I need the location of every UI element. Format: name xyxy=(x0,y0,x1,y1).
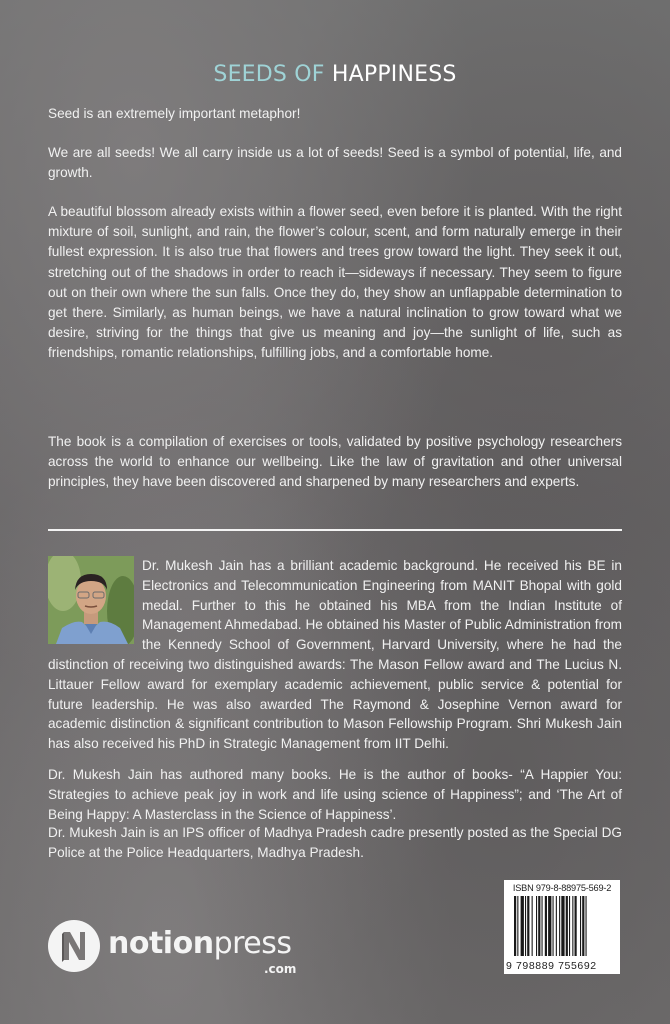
publisher-logo-icon xyxy=(48,920,100,972)
barcode-bar xyxy=(521,896,524,956)
section-divider xyxy=(48,529,622,531)
author-portrait-image xyxy=(48,556,134,644)
barcode-bar xyxy=(532,896,533,956)
publisher-name-light: press xyxy=(213,926,292,961)
barcode-bar xyxy=(575,896,577,956)
barcode-bar xyxy=(514,896,516,956)
barcode-digits: 9 798889 755692 xyxy=(506,960,597,972)
isbn-label: ISBN 979-8-88975-569-2 xyxy=(512,883,612,893)
barcode-bar xyxy=(561,896,564,956)
barcode-bar xyxy=(527,896,529,956)
blurb-paragraph-4: The book is a compilation of exercises or tools, validated by positive psychology researchers across the world to enhance our wellbeing. Like the law of gravitation and other universal principles, they have been discovered and sharpened by many researchers and experts. xyxy=(48,434,622,490)
barcode-bar xyxy=(566,896,568,956)
barcode-bar xyxy=(548,896,551,956)
barcode-bars xyxy=(512,896,612,962)
blurb-paragraph-3: A beautiful blossom already exists within a flower seed, even before it is planted. With the right mixture of soil, sunlight, and rain, the flower’s colour, scent, and form naturally emerge in their fullest expression. It is also true that flowers and trees grow toward the light. They seek it out, stretching out of the shadows in order to reach it—sideways if necessary. They seem to figure out on their own where the sun falls. Once they do, they show an unflappable determination to get there. Similarly, as human beings, we have a natural inclination to grow toward what we desire, striving for the things that give us meaning and joy—the sunlight of life, such as friendships, romantic relationships, fulfilling jobs, and a comfortable home. xyxy=(48,204,622,361)
barcode-bar xyxy=(556,896,557,956)
barcode-bar xyxy=(553,896,554,956)
barcode-bar xyxy=(536,896,537,956)
author-photo xyxy=(48,556,134,644)
author-bio: Dr. Mukesh Jain has a brilliant academic background. He received his BE in Electronics and Telecommunication Engineering from MANIT Bhopal with gold medal. Further to this he obtained his MBA from the Indian Institute of Management Ahmedabad. He obtained his Master of Public Administration from the Kennedy School of Government, Harvard University, where he had the distinction of receiving two distinguished awards: The Mason Fellow award and The Lucius N. Littauer Fellow award for exemplary academic achievement, public service & potential for future leadership. He was also awarded The Raymond & Josephine Vernon award for academic distinction & significant contribution to Mason Fellowship Program. Shri Mukesh Jain has also received his PhD in Strategic Management from IIT Delhi. xyxy=(48,558,622,752)
barcode-bar xyxy=(572,896,573,956)
barcode-bar xyxy=(559,896,560,956)
barcode-bar xyxy=(517,896,518,956)
title-part-2: HAPPINESS xyxy=(331,62,457,87)
blurb-paragraph-2: We are all seeds! We all carry inside us a lot of seeds! Seed is a symbol of potential, life, and growth. xyxy=(48,145,622,181)
barcode-bar xyxy=(580,896,581,956)
publisher-name-bold: notion xyxy=(108,926,214,961)
title-part-1: SEEDS OF xyxy=(213,62,325,87)
barcode-bar xyxy=(545,896,547,956)
barcode-bar xyxy=(525,896,526,956)
barcode-bar xyxy=(538,896,540,956)
barcode-bar xyxy=(569,896,570,956)
author-books: Dr. Mukesh Jain has authored many books. He is the author of books- “A Happier You: Strategies to achieve peak joy in work and life using science of Happiness”; and ‘The Art of Being Happy: A Masterclass in the Science of Happiness’. xyxy=(48,767,622,822)
publisher-domain: .com xyxy=(264,962,297,976)
isbn-barcode xyxy=(504,880,620,974)
author-position: Dr. Mukesh Jain is an IPS officer of Madhya Pradesh cadre presently posted as the Special DG Police at the Police Headquarters, Madhya Pradesh. xyxy=(48,825,622,860)
barcode-bar xyxy=(586,896,587,956)
barcode-bar xyxy=(582,896,584,956)
author-bio-section xyxy=(48,556,622,754)
blurb-paragraph-1: Seed is an extremely important metaphor! xyxy=(48,106,301,121)
barcode-bar xyxy=(542,896,543,956)
publisher-name xyxy=(108,926,292,961)
book-title xyxy=(0,62,670,87)
